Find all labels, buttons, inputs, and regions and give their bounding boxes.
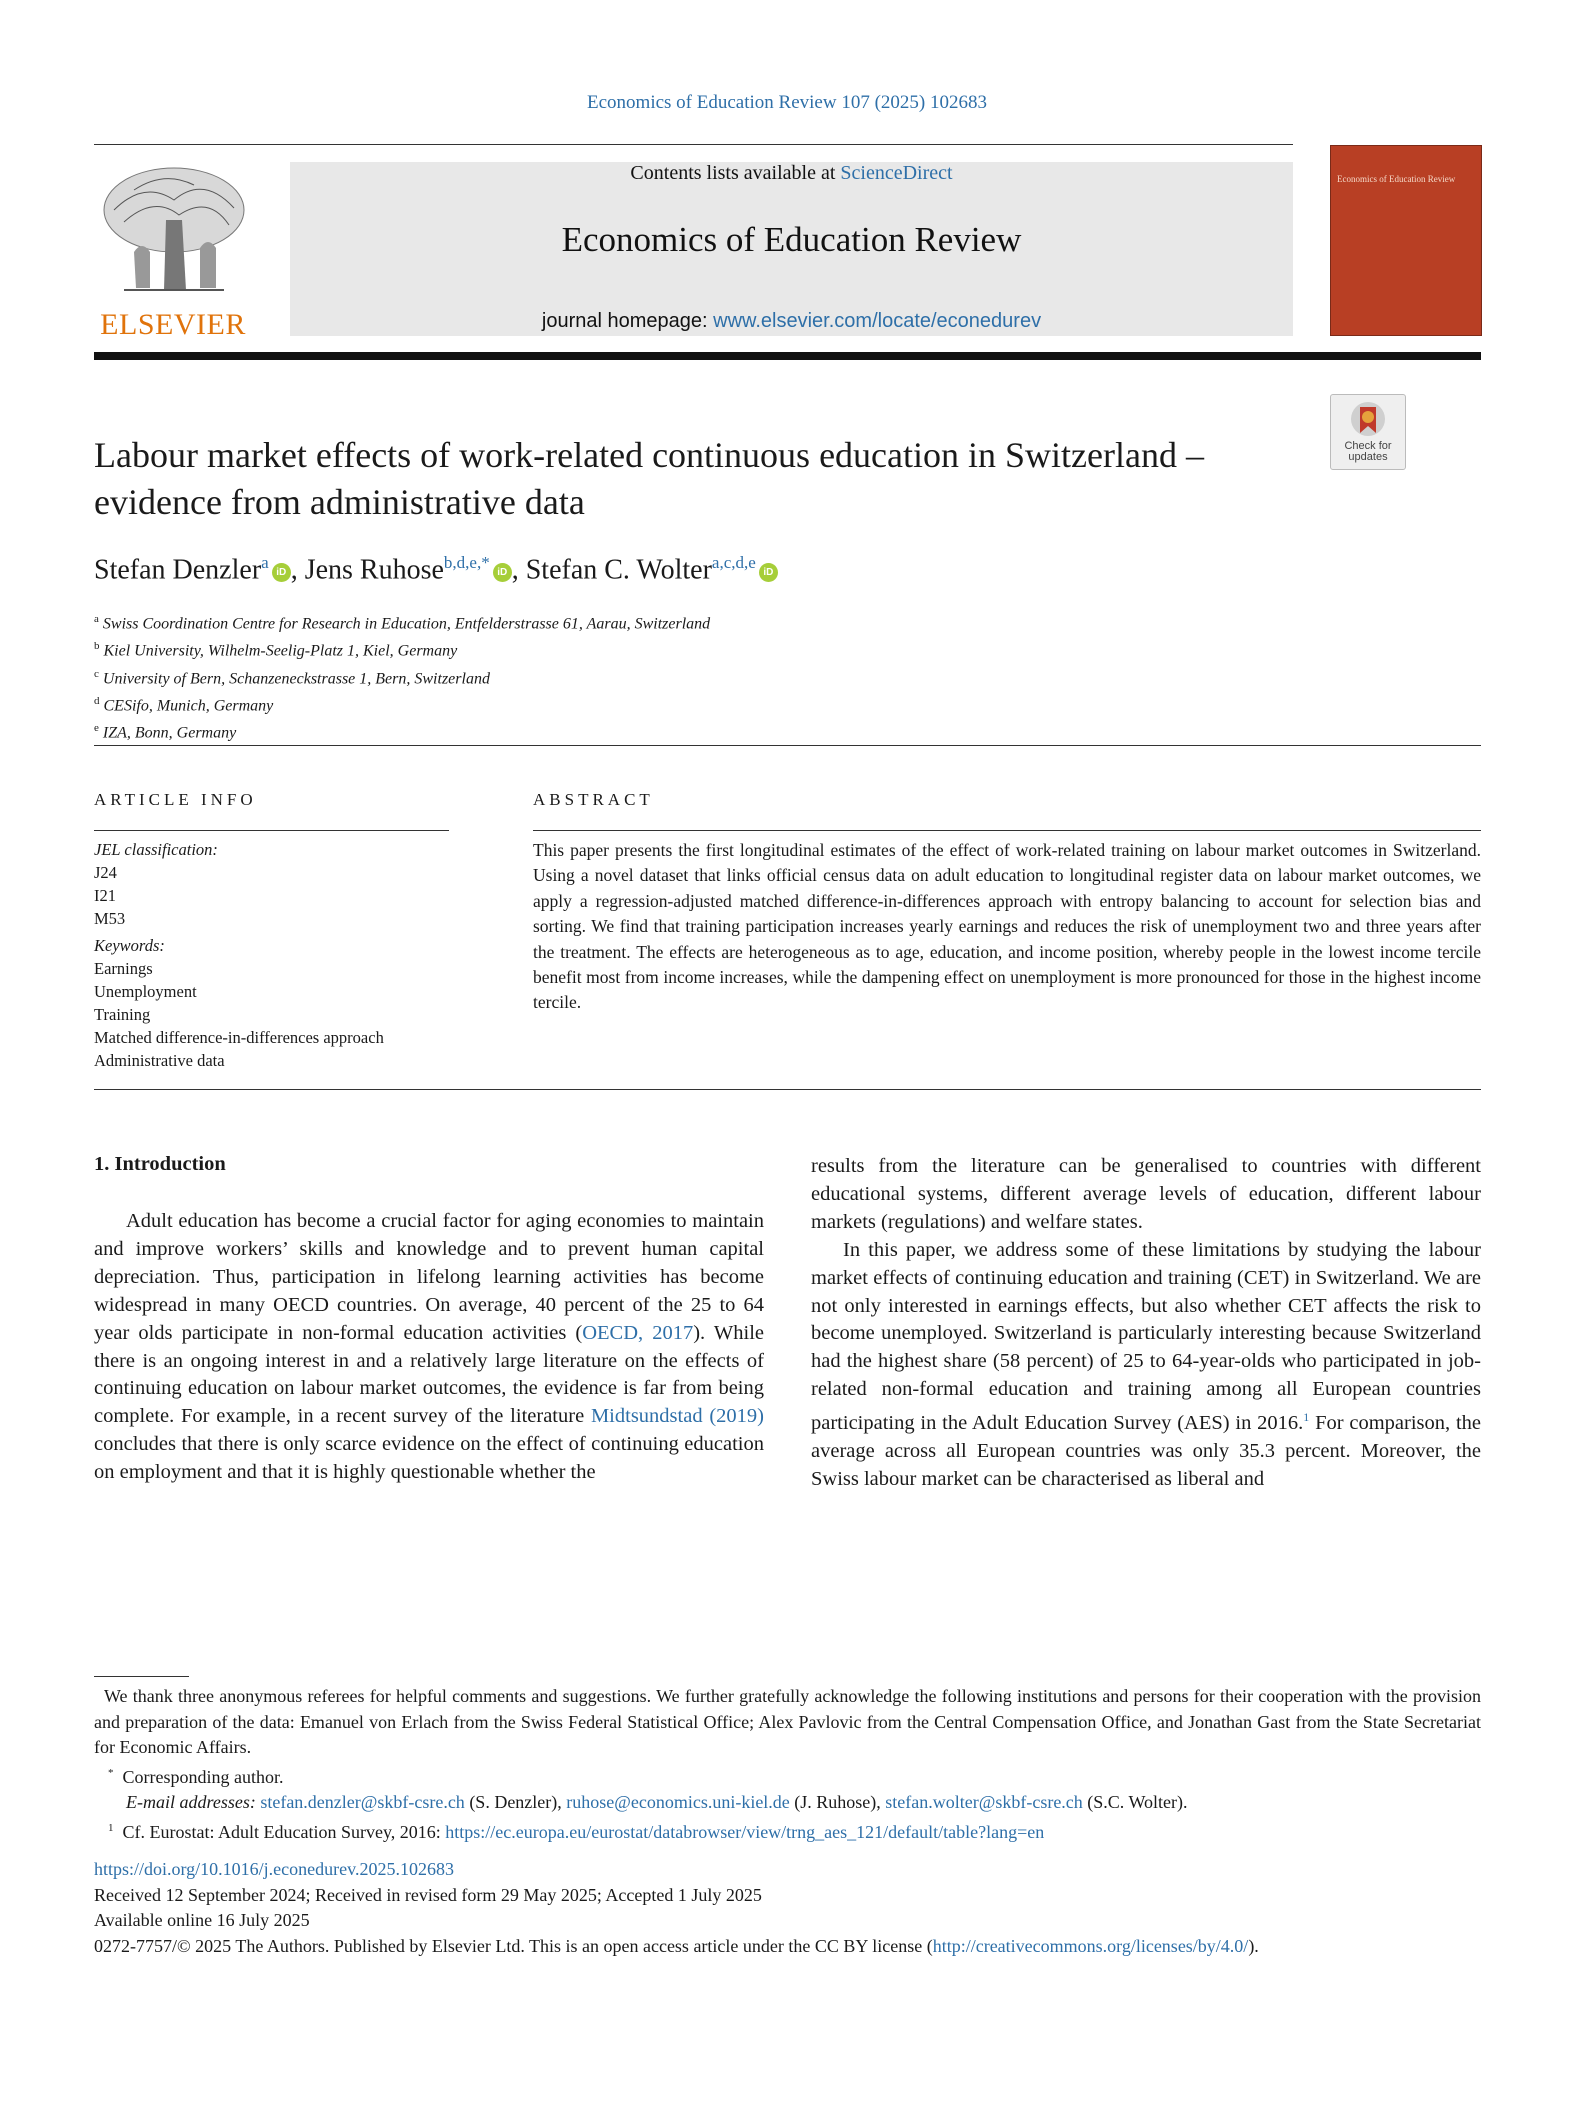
footnotes [94,1684,1481,1846]
abstract-rule [533,830,1481,831]
body-paragraph [811,1237,1481,1494]
journal-citation[interactable]: Economics of Education Review 107 (2025) 102683 [587,92,987,113]
author-affil-marker[interactable]: a,c,d,e [711,553,756,572]
affiliation-item [94,663,1094,690]
article-info-heading: ARTICLE INFO [94,790,257,809]
author-name: Jens Ruhose [304,554,444,586]
check-for-updates-button[interactable] [1330,394,1406,470]
footnote-rule [94,1676,189,1677]
section-rule [94,1089,1481,1090]
affiliation-text: Swiss Coordination Centre for Research in Education, Entfelderstrasse 61, Aarau, Switzerland [102,615,711,633]
article-info-rule [94,830,449,831]
email-link[interactable]: stefan.denzler@skbf-csre.ch [260,1792,465,1813]
corresponding-note [94,1761,1481,1791]
copyright-line [94,1934,1494,1960]
affiliation-list [94,608,1094,745]
header-rule [94,144,1293,145]
note-text: Cf. Eurostat: Adult Education Survey, 2016: [122,1821,446,1842]
footnote-1 [94,1816,1481,1846]
orcid-icon[interactable]: iD [493,563,512,582]
affiliation-text: IZA, Bonn, Germany [102,724,237,742]
contents-line [290,162,1293,185]
keywords-heading: Keywords: [94,936,165,955]
copyright-text: 0272-7757/© 2025 The Authors. Published by Elsevier Ltd. This is an open access article under the CC BY license ( [94,1935,933,1956]
received-dates: Received 12 September 2024; Received in revised form 29 May 2025; Accepted 1 July 2025 [94,1884,762,1905]
abstract-body: This paper presents the first longitudinal estimates of the effect of work-related training on labour market outcomes in Switzerland. Using a novel dataset that links official census data on adult education to longitudinal register data on labour market outcomes, we apply a regression-adjusted matched difference-in-differences approach with entropy balancing to account for selection bias and sorting. We find that training participation increases yearly earnings and reduces the risk of unemployment two and three years after the treatment. The effects are heterogeneous as to age, education, and income position, whereby people in the lowest income tercile benefit most from income increases, while the dampening effect on unemployment is more pronounced for those in the highest income tercile. [533,840,1481,1013]
check-updates-label: Check for updates [1344,440,1392,463]
cover-title: Economics of Education Review [1337,174,1456,184]
orcid-icon[interactable]: iD [272,563,291,582]
keyword: Unemployment [94,982,197,1001]
affiliation-text: Kiel University, Wilhelm-Seelig-Platz 1, Kiel, Germany [103,642,458,660]
section-rule [94,745,1481,746]
affiliation-key: b [94,640,100,653]
note-text: (S.C. Wolter). [1082,1792,1188,1813]
note-text: (J. Ruhose), [789,1792,886,1813]
eurostat-link[interactable]: https://ec.europa.eu/eurostat/databrowser/view/trng_aes_121/default/table?lang=en [445,1821,1045,1842]
orcid-icon[interactable]: iD [759,563,778,582]
paragraph-text: In this paper, we address some of these limitations by studying the labour market effects of continuing education and training (CET) in Switzerland. We are not only interested in earnings effects, but also whether CET affects the risk to become unemployed. Switzerland is particularly interesting because Switzerland had the highest share (58 percent) of 25 to 64-year-olds who participated in job-related non-formal education and training among all European countries participating in the Adult Education Survey (AES) in 2016. [811,1238,1481,1434]
jel-code: I21 [94,886,116,905]
affiliation-key: e [94,722,99,735]
jel-heading: JEL classification: [94,840,218,859]
article-info-list [94,838,514,1072]
affiliation-item [94,690,1094,717]
homepage-line [290,310,1293,333]
keyword: Training [94,1005,151,1024]
note-text: Corresponding author. [122,1766,284,1787]
article-title: Labour market effects of work-related continuous education in Switzerland – evidence from administrative data [94,435,1204,522]
elsevier-wordmark: ELSEVIER [100,308,246,341]
affiliation-key: c [94,667,99,680]
email-link[interactable]: stefan.wolter@skbf-csre.ch [885,1792,1083,1813]
body-column-left [94,1208,764,1487]
jel-code: M53 [94,909,126,928]
license-link[interactable]: http://creativecommons.org/licenses/by/4.0/ [932,1935,1249,1956]
keyword: Matched difference-in-differences approach [94,1028,384,1047]
bookmark-badge-icon [1331,395,1405,443]
email-note [94,1790,1481,1816]
abstract-heading: ABSTRACT [533,790,654,809]
author-name: Stefan C. Wolter [525,554,712,586]
tree-emblem-icon [94,160,252,305]
citation-link[interactable]: OECD, 2017 [582,1321,694,1344]
paragraph-text: ). While there is an ongoing interest in and a relatively large literature on the effects of continuing education on labour market outcomes, the evidence is far from being complete. For example, in a recent survey of the literature [94,1321,764,1428]
journal-masthead [290,162,1293,336]
body-paragraph [94,1208,764,1487]
email-label: E-mail addresses: [126,1792,256,1813]
email-link[interactable]: ruhose@economics.uni-kiel.de [566,1792,790,1813]
paragraph-text: concludes that there is only scarce evidence on the effect of continuing education on employment and that it is highly questionable whether the [94,1433,764,1484]
jel-code: J24 [94,863,117,882]
paragraph-text: Adult education has become a crucial factor for aging economies to maintain and improve workers’ skills and knowledge and to prevent human capital depreciation. Thus, participation in lifelong learning activities has become widespread in many OECD countries. On average, 40 percent of the 25 to 64 year olds participate in non-formal education activities ( [94,1210,764,1344]
footnote-marker: 1 [108,1821,114,1834]
note-text: (S. Denzler), [464,1792,567,1813]
affiliation-item [94,635,1094,662]
affiliation-key: a [94,613,99,625]
elsevier-logo[interactable] [94,160,252,342]
citation-link[interactable]: Midtsundstad (2019) [590,1405,765,1428]
author-list: Stefan Denzler$^a$iD , Jens Ruhose$^{b,d,e,*}$iD , Stefan C. Wolter$^{a,c,d,e}$iD [94,553,1294,586]
copyright-text: ). [1248,1935,1259,1956]
header-thick-rule [94,352,1481,360]
introduction-heading: 1. Introduction [94,1153,226,1175]
footnote-marker[interactable]: 1 [1303,1410,1310,1425]
affiliation-text: University of Bern, Schanzeneckstrasse 1, Bern, Switzerland [102,669,490,687]
author-affil-marker[interactable]: b,d,e,* [443,553,490,572]
keyword: Earnings [94,959,153,978]
available-online: Available online 16 July 2025 [94,1910,310,1931]
contents-prefix: Contents lists available at [630,162,841,184]
homepage-link[interactable]: www.elsevier.com/locate/econedurev [713,310,1042,332]
affiliation-text: CESifo, Munich, Germany [103,697,274,715]
affiliation-item [94,608,1094,635]
journal-title: Economics of Education Review [561,220,1022,259]
footnote-marker: * [108,1766,114,1779]
acknowledgement-note: We thank three anonymous referees for helpful comments and suggestions. We further gratefully acknowledge the following institutions and persons for their cooperation with the provision and preparation of the data: Emanuel von Erlach from the Swiss Federal Statistical Office; Alex Pavlovic from the Central Compensation Office, and Jonathan Gast from the State Secretariat for Economic Affairs. [94,1686,1481,1758]
affiliation-item [94,717,1094,744]
paragraph-text: For comparison, the average across all European countries was only 35.3 percent. Moreover, the Swiss labour market can be characterised as liberal and [811,1411,1482,1490]
author-name: Stefan Denzler [94,554,262,586]
author-affil-marker[interactable]: a [261,553,269,572]
affiliation-key: d [94,694,100,707]
doi-link[interactable]: https://doi.org/10.1016/j.econedurev.2025.102683 [94,1859,454,1879]
sciencedirect-link[interactable]: ScienceDirect [840,162,953,184]
keyword: Administrative data [94,1051,225,1070]
homepage-prefix: journal homepage: [541,310,714,332]
body-paragraph: results from the literature can be generalised to countries with different educational systems, different average levels of education, different labour markets (regulations) and welfare states. [811,1155,1481,1233]
journal-cover-thumbnail[interactable] [1330,145,1482,336]
article-metadata [94,1857,1494,1959]
body-column-right [811,1153,1481,1494]
